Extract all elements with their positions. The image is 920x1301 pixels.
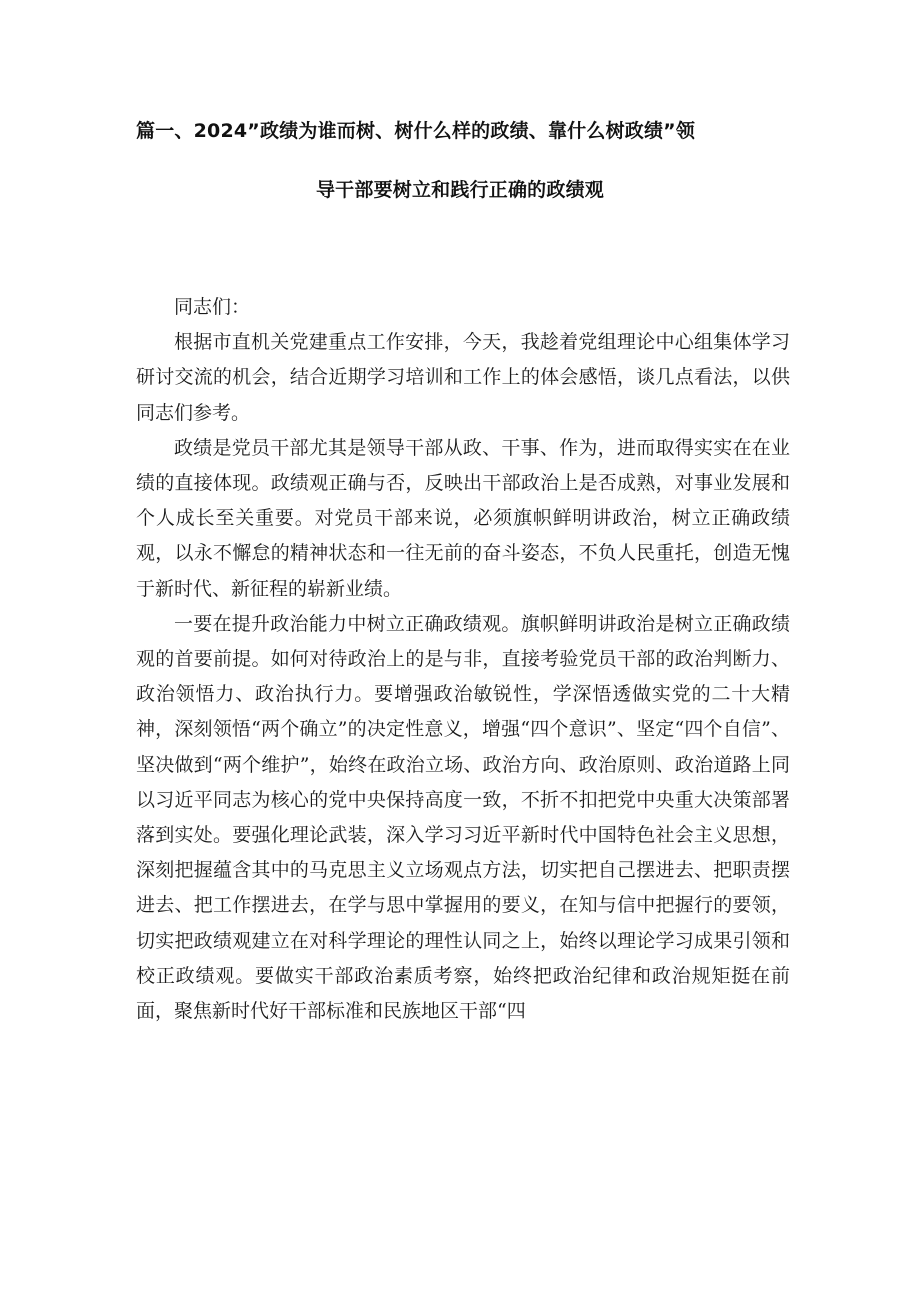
document-title-line-2: 导干部要树立和践行正确的政绩观 xyxy=(315,179,604,201)
greeting: 同志们： xyxy=(174,296,251,318)
paragraph-definition: 政绩是党员干部尤其是领导干部从政、干事、作为，进而取得实实在在业绩的直接体现。政绩观正确与否，反映出干部政治上是否成熟，对事业发展和个人成长至关重要。对党员干部来说，必须旗帜鲜明讲政治，树立正确政绩观，以永不懈怠的精神状态和一往无前的奋斗姿态，不负人民重托，创造无愧于新时代、新征程的崭新业绩。 xyxy=(136,436,790,600)
document-title-line-1: 篇一、2024”政绩为谁而树、树什么样的政绩、靠什么树政绩”领 xyxy=(136,120,696,142)
document-body xyxy=(136,290,790,1029)
paragraph-intro: 根据市直机关党建重点工作安排，今天，我趁着党组理论中心组集体学习研讨交流的机会，结合近期学习培训和工作上的体会感悟，谈几点看法，以供同志们参考。 xyxy=(136,331,790,424)
paragraph-point-one: 一要在提升政治能力中树立正确政绩观。旗帜鲜明讲政治是树立正确政绩观的首要前提。如何对待政治上的是与非，直接考验党员干部的政治判断力、政治领悟力、政治执行力。要增强政治敏锐性，学深悟透做实党的二十大精神，深刻领悟“两个确立”的决定性意义，增强“四个意识”、坚定“四个自信”、坚决做到“两个维护”，始终在政治立场、政治方向、政治原则、政治道路上同以习近平同志为核心的党中央保持高度一致，不折不扣把党中央重大决策部署落到实处。要强化理论武装，深入学习习近平新时代中国特色社会主义思想，深刻把握蕴含其中的马克思主义立场观点方法，切实把自己摆进去、把职责摆进去、把工作摆进去，在学与思中掌握用的要义，在知与信中把握行的要领，切实把政绩观建立在对科学理论的理性认同之上，始终以理论学习成果引领和校正政绩观。要做实干部政治素质考察，始终把政治纪律和政治规矩挺在前面，聚焦新时代好干部标准和民族地区干部“四 xyxy=(136,612,790,1023)
